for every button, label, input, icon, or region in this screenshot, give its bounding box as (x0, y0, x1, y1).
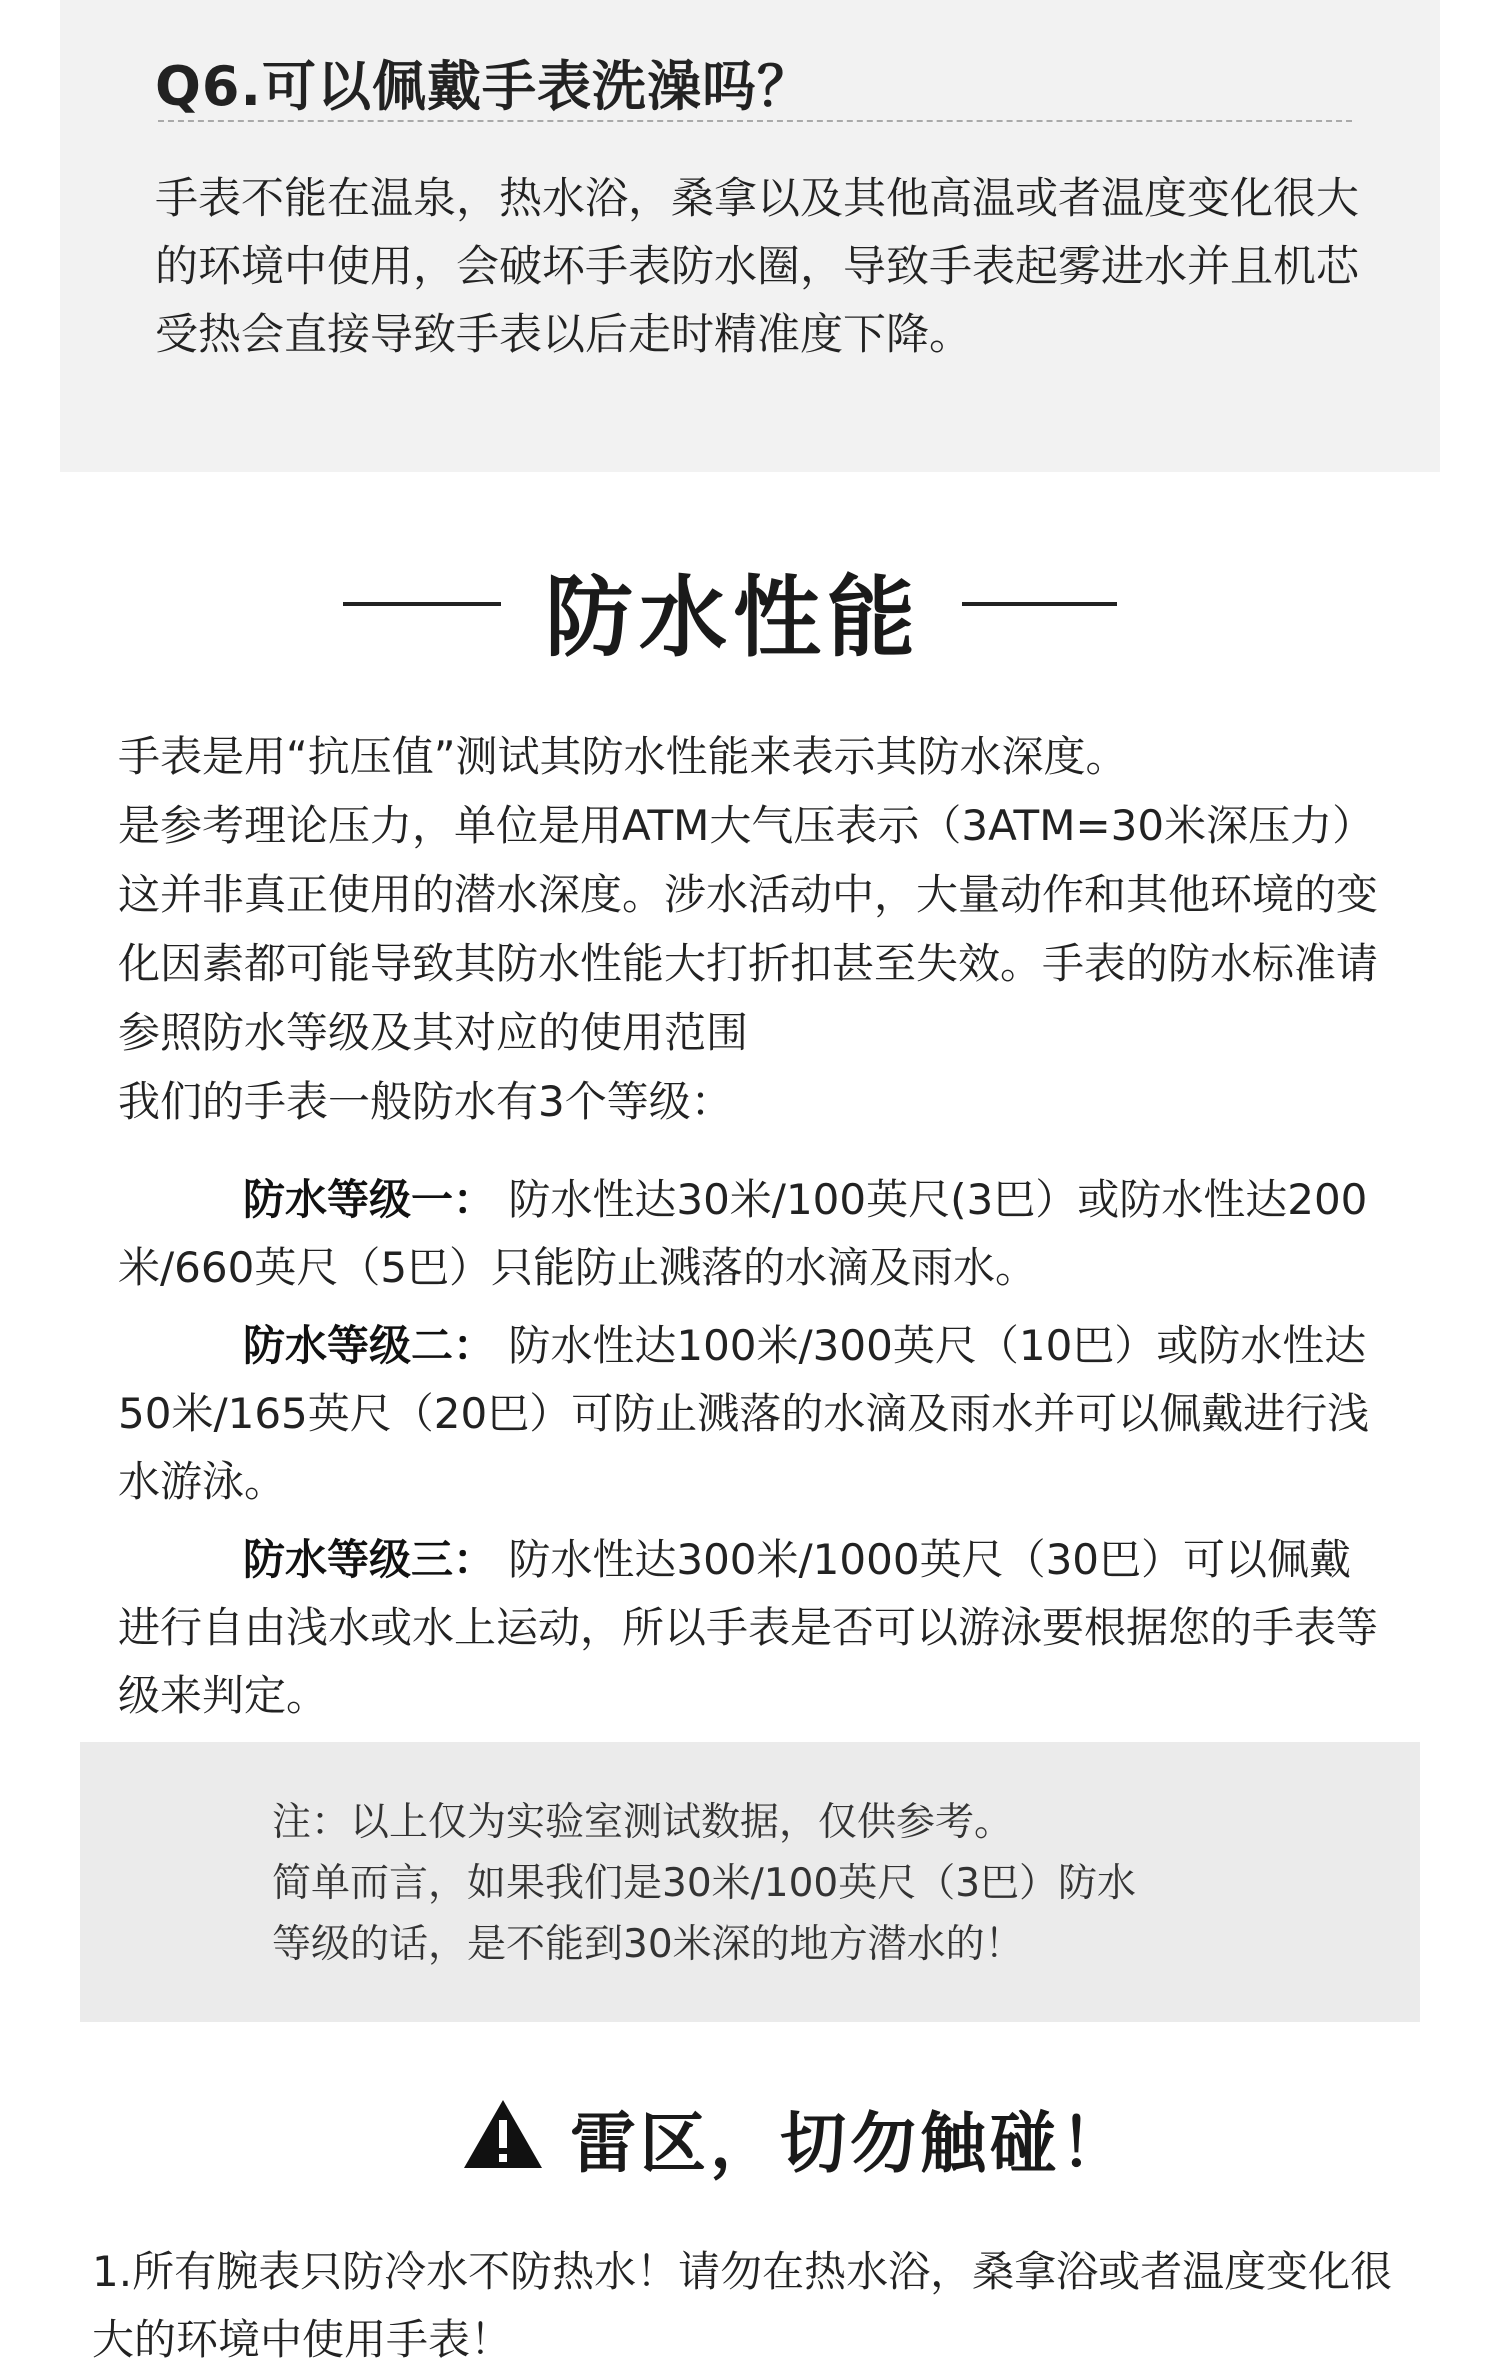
intro-paragraph: 是参考理论压力，单位是用ATM大气压表示（3ATM=30米深压力）这并非真正使用的潜水深度。涉水活动中，大量动作和其他环境的变化因素都可能导致其防水性能大打折扣甚至失效。手表的防水标准请参照防水等级及其对应的使用范围 (118, 801, 1379, 1057)
level-description: 防水性达30米/100英尺(3巴）或防水性达200米/660英尺（5巴）只能防止溅落的水滴及雨水。 (118, 1175, 1368, 1292)
intro-paragraph: 手表是用“抗压值”测试其防水性能来表示其防水深度。 (118, 732, 1128, 781)
note-text (272, 1792, 1272, 1975)
level-name: 防水等级一： (243, 1175, 496, 1224)
warning-header (0, 2090, 1500, 2180)
faq-question: Q6.可以佩戴手表洗澡吗？ (155, 55, 812, 118)
dashed-divider (158, 120, 1352, 122)
note-line: 简单而言，如果我们是30米/100英尺（3巴）防水 (272, 1861, 1137, 1906)
section-title: 防水性能 (545, 566, 922, 669)
warning-rule: 1.所有腕表只防冷水不防热水！请勿在热水浴，桑拿浴或者温度变化很大的环境中使用手表！ (92, 2247, 1393, 2364)
title-decoration-left (343, 602, 501, 606)
note-line: 等级的话，是不能到30米深的地方潜水的！ (272, 1922, 1024, 1967)
warning-triangle-icon (462, 2098, 544, 2170)
section-header (0, 548, 1500, 669)
warning-title: 雷区，切勿触碰！ (570, 2105, 1130, 2182)
title-decoration-right (962, 602, 1117, 606)
faq-answer: 手表不能在温泉，热水浴，桑拿以及其他高温或者温度变化很大的环境中使用，会破坏手表防水圈，导致手表起雾进水并且机芯受热会直接导致手表以后走时精准度下降。 (155, 174, 1359, 360)
level-item (118, 1526, 1388, 1730)
level-item (118, 1312, 1388, 1516)
intro-text (118, 722, 1388, 1136)
level-description: 防水性达300米/1000英尺（30巴）可以佩戴进行自由浅水或水上运动，所以手表是否可以游泳要根据您的手表等级来判定。 (118, 1535, 1379, 1720)
level-name: 防水等级三： (243, 1535, 496, 1584)
level-item (118, 1166, 1388, 1302)
note-line: 注：以上仅为实验室测试数据，仅供参考。 (272, 1800, 1014, 1845)
intro-paragraph: 我们的手表一般防水有3个等级： (118, 1077, 733, 1126)
level-description: 防水性达100米/300英尺（10巴）或防水性达50米/165英尺（20巴）可防止溅落的水滴及雨水并可以佩戴进行浅水游泳。 (118, 1321, 1370, 1506)
waterproof-levels (118, 1166, 1388, 1740)
note-box (80, 1742, 1420, 2022)
level-name: 防水等级二： (243, 1321, 496, 1370)
